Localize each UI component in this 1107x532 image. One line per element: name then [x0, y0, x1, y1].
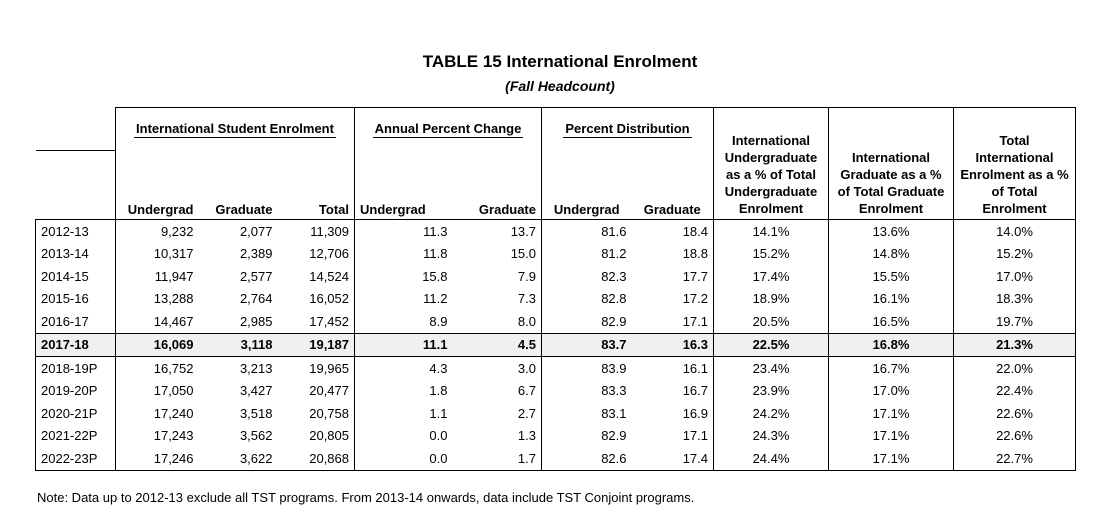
intl-grad-pct-cell: 17.1%: [829, 425, 954, 448]
apc-graduate-cell: 13.7: [510, 223, 536, 239]
pd-undergrad-cell: 82.9: [542, 425, 632, 448]
intl-grad-pct-cell: 16.7%: [829, 357, 954, 380]
year-cell: 2015-16: [36, 288, 116, 311]
header-intl-ug-pct: International Undergraduate as a % of Total Undergraduate Enrolment: [714, 108, 829, 220]
apc-undergrad-cell: 11.2: [355, 288, 453, 311]
intl-grad-pct-cell: 13.6%: [829, 220, 954, 243]
table-row: [36, 357, 1076, 380]
table-row: [36, 447, 1076, 470]
pd-graduate-cell: 17.4: [632, 447, 714, 470]
graduate-cell: 2,389: [239, 246, 273, 262]
graduate-cell: 3,213: [239, 360, 273, 376]
apc-undergrad-cell: 11.3: [355, 220, 453, 243]
apc-graduate-cell: 15.0: [510, 246, 536, 262]
year-cell: 2014-15: [36, 265, 116, 288]
table-row: [36, 380, 1076, 403]
undergrad-cell: 17,240: [116, 402, 199, 425]
undergrad-cell: 16,069: [116, 333, 199, 357]
undergrad-cell: 14,467: [116, 310, 199, 333]
year-cell: 2021-22P: [36, 425, 116, 448]
apc-undergrad-cell: 1.1: [355, 402, 453, 425]
undergrad-cell: 17,246: [116, 447, 199, 470]
intl-ug-pct-cell: 24.4%: [714, 447, 829, 470]
pd-undergrad-cell: 81.2: [542, 243, 632, 266]
intl-grad-pct-cell: 17.1%: [829, 447, 954, 470]
apc-graduate-cell: 2.7: [517, 405, 536, 421]
corner-cell: [36, 108, 116, 151]
total-intl-pct-cell: 22.7%: [954, 447, 1076, 470]
table-row: [36, 425, 1076, 448]
total-cell: 16,052: [309, 291, 349, 307]
header-apc-undergrad: Undergrad: [355, 150, 453, 220]
pd-undergrad-cell: 83.7: [542, 333, 632, 357]
apc-graduate-cell: 6.7: [517, 383, 536, 399]
graduate-cell: 3,118: [199, 333, 278, 357]
pd-undergrad-cell: 82.6: [542, 447, 632, 470]
graduate-cell: 3,562: [239, 428, 273, 444]
undergrad-cell: 13,288: [116, 288, 199, 311]
pd-undergrad-cell: 83.1: [542, 402, 632, 425]
year-cell: 2016-17: [36, 310, 116, 333]
apc-undergrad-cell: 1.8: [355, 380, 453, 403]
year-cell: 2022-23P: [36, 447, 116, 470]
undergrad-cell: 17,050: [116, 380, 199, 403]
intl-ug-pct-cell: 17.4%: [714, 265, 829, 288]
apc-undergrad-cell: 0.0: [355, 425, 453, 448]
apc-undergrad-cell: 0.0: [355, 447, 453, 470]
pd-graduate-cell: 16.9: [682, 405, 708, 421]
graduate-cell: 3,622: [199, 447, 278, 470]
table-row: [36, 220, 1076, 243]
year-cell: 2017-18: [36, 333, 116, 357]
pd-graduate-cell: 16.3: [632, 333, 714, 357]
table-row: [36, 288, 1076, 311]
graduate-cell: 2,577: [239, 268, 273, 284]
total-cell: 11,309: [310, 223, 349, 239]
apc-graduate-cell: 7.3: [517, 291, 536, 307]
table-title: TABLE 15 International Enrolment: [422, 52, 698, 71]
total-cell: 19,965: [309, 360, 349, 376]
total-cell: 14,524: [309, 268, 349, 284]
total-intl-pct-cell: 22.0%: [954, 357, 1076, 380]
pd-graduate-cell: 18.8: [682, 246, 708, 262]
year-cell: 2018-19P: [36, 357, 116, 380]
intl-grad-pct-cell: 17.0%: [829, 380, 954, 403]
pd-undergrad-cell: 82.8: [542, 288, 632, 311]
intl-ug-pct-cell: 24.3%: [714, 425, 829, 448]
table-row: [36, 402, 1076, 425]
total-cell: 12,706: [309, 246, 349, 262]
footnote: Note: Data up to 2012-13 exclude all TST programs. From 2013-14 onwards, data include TST Conjoint programs.: [37, 490, 695, 505]
graduate-cell: 2,985: [239, 313, 273, 329]
undergrad-cell: 9,232: [116, 220, 199, 243]
header-intl-grad-pct: International Graduate as a % of Total Graduate Enrolment: [829, 108, 954, 220]
total-intl-pct-cell: 18.3%: [954, 288, 1076, 311]
undergrad-cell: 17,243: [116, 425, 199, 448]
year-cell: 2012-13: [36, 220, 116, 243]
total-cell: 20,758: [309, 405, 349, 421]
intl-grad-pct-cell: 16.5%: [829, 310, 954, 333]
header-total-intl-pct: Total International Enrolment as a % of Total Enrolment: [954, 108, 1076, 220]
pd-undergrad-cell: 83.9: [542, 357, 632, 380]
total-intl-pct-cell: 14.0%: [954, 220, 1076, 243]
intl-grad-pct-cell: 16.1%: [829, 288, 954, 311]
header-apc-graduate: Graduate: [453, 150, 542, 220]
undergrad-cell: 11,947: [116, 265, 199, 288]
apc-graduate-cell: 4.5: [453, 333, 542, 357]
intl-ug-pct-cell: 23.9%: [714, 380, 829, 403]
group-header-annual-change: Annual Percent Change: [355, 108, 542, 151]
header-undergrad: Undergrad: [116, 150, 199, 220]
apc-graduate-cell: 1.3: [517, 428, 536, 444]
undergrad-cell: 16,752: [116, 357, 199, 380]
total-cell: 20,477: [309, 383, 349, 399]
apc-undergrad-cell: 4.3: [355, 357, 453, 380]
total-cell: 20,805: [309, 428, 349, 444]
intl-grad-pct-cell: 16.8%: [829, 333, 954, 357]
table-subtitle: (Fall Headcount): [505, 78, 615, 94]
total-intl-pct-cell: 17.0%: [954, 265, 1076, 288]
total-cell: 17,452: [309, 313, 349, 329]
intl-ug-pct-cell: 18.9%: [714, 288, 829, 311]
header-graduate: Graduate: [199, 150, 278, 220]
pd-graduate-cell: 17.7: [682, 268, 708, 284]
total-intl-pct-cell: 22.4%: [954, 380, 1076, 403]
total-intl-pct-cell: 22.6%: [954, 402, 1076, 425]
total-intl-pct-cell: 19.7%: [954, 310, 1076, 333]
pd-undergrad-cell: 82.3: [542, 265, 632, 288]
undergrad-cell: 10,317: [116, 243, 199, 266]
apc-graduate-cell: 1.7: [453, 447, 542, 470]
year-cell: 2020-21P: [36, 402, 116, 425]
pd-graduate-cell: 18.4: [682, 223, 708, 239]
header-pd-graduate: Graduate: [632, 150, 714, 220]
header-pd-undergrad: Undergrad: [542, 150, 632, 220]
apc-undergrad-cell: 15.8: [355, 265, 453, 288]
total-intl-pct-cell: 22.6%: [954, 425, 1076, 448]
table-row: [36, 265, 1076, 288]
table-row: [36, 310, 1076, 333]
apc-graduate-cell: 7.9: [517, 268, 536, 284]
intl-ug-pct-cell: 15.2%: [714, 243, 829, 266]
graduate-cell: 3,518: [239, 405, 273, 421]
group-header-enrolment: International Student Enrolment: [116, 108, 355, 151]
apc-undergrad-cell: 11.1: [355, 333, 453, 357]
intl-ug-pct-cell: 23.4%: [714, 357, 829, 380]
pd-undergrad-cell: 82.9: [542, 310, 632, 333]
graduate-cell: 2,077: [239, 223, 273, 239]
table-row: [36, 243, 1076, 266]
intl-ug-pct-cell: 24.2%: [714, 402, 829, 425]
apc-graduate-cell: 8.0: [517, 313, 536, 329]
pd-graduate-cell: 17.1: [682, 313, 708, 329]
pd-graduate-cell: 16.7: [682, 383, 708, 399]
pd-graduate-cell: 17.2: [682, 291, 708, 307]
pd-undergrad-cell: 83.3: [542, 380, 632, 403]
total-intl-pct-cell: 21.3%: [954, 333, 1076, 357]
total-cell: 19,187: [278, 333, 355, 357]
year-cell: 2019-20P: [36, 380, 116, 403]
apc-undergrad-cell: 8.9: [355, 310, 453, 333]
apc-undergrad-cell: 11.8: [355, 243, 453, 266]
intl-ug-pct-cell: 20.5%: [714, 310, 829, 333]
apc-graduate-cell: 3.0: [517, 360, 536, 376]
header-total: Total: [278, 150, 355, 220]
pd-graduate-cell: 17.1: [682, 428, 708, 444]
intl-grad-pct-cell: 14.8%: [829, 243, 954, 266]
year-cell: 2013-14: [36, 243, 116, 266]
graduate-cell: 3,427: [239, 383, 273, 399]
intl-grad-pct-cell: 17.1%: [829, 402, 954, 425]
graduate-cell: 2,764: [239, 291, 273, 307]
intl-grad-pct-cell: 15.5%: [829, 265, 954, 288]
intl-ug-pct-cell: 22.5%: [714, 333, 829, 357]
enrolment-table: [35, 107, 1076, 471]
year-header-blank: [36, 150, 116, 220]
group-header-distribution: Percent Distribution: [542, 108, 714, 151]
pd-undergrad-cell: 81.6: [542, 220, 632, 243]
pd-graduate-cell: 16.1: [682, 360, 708, 376]
intl-ug-pct-cell: 14.1%: [714, 220, 829, 243]
total-cell: 20,868: [278, 447, 355, 470]
total-intl-pct-cell: 15.2%: [954, 243, 1076, 266]
table-row: [36, 333, 1076, 357]
